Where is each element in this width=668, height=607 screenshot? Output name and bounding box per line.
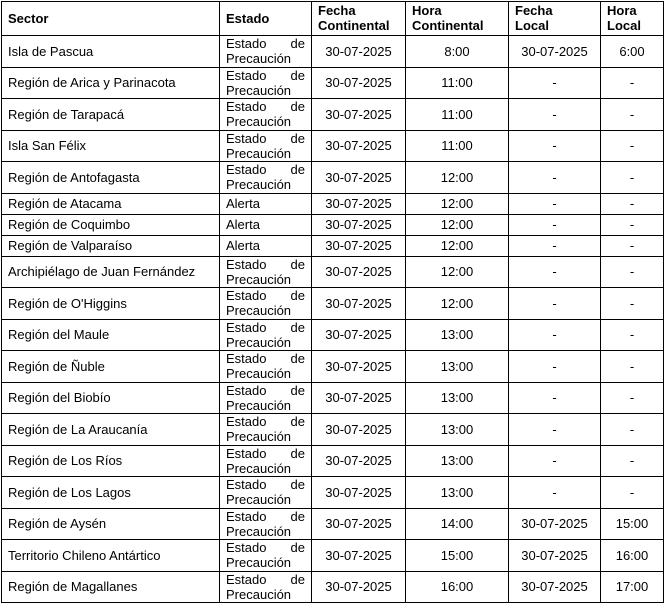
header-estado: Estado [220, 2, 312, 36]
estado-cell: Estado de Precaución [220, 162, 312, 194]
estado-cell: Estado de Precaución [220, 414, 312, 446]
table-row [2, 319, 664, 351]
table-row [2, 382, 664, 414]
sector-cell: Región de Coquimbo [2, 214, 220, 235]
hora-local-cell: 15:00 [601, 508, 664, 540]
sector-cell: Región de Magallanes [2, 571, 220, 603]
hora-continental-cell: 12:00 [406, 193, 509, 214]
sector-cell: Región de Atacama [2, 193, 220, 214]
hora-continental-cell: 12:00 [406, 288, 509, 320]
alert-status-table [1, 1, 664, 603]
hora-local-cell: - [601, 319, 664, 351]
hora-local-cell: - [601, 67, 664, 99]
hora-continental-cell: 13:00 [406, 414, 509, 446]
fecha-local-cell: - [509, 235, 601, 256]
estado-cell: Estado de Precaución [220, 319, 312, 351]
table-row [2, 288, 664, 320]
estado-cell: Estado de Precaución [220, 36, 312, 68]
fecha-local-cell: - [509, 256, 601, 288]
hora-continental-cell: 12:00 [406, 214, 509, 235]
table-row [2, 477, 664, 509]
hora-continental-cell: 11:00 [406, 99, 509, 131]
table-row [2, 414, 664, 446]
fecha-local-cell: - [509, 67, 601, 99]
fecha-local-cell: 30-07-2025 [509, 571, 601, 603]
fecha-continental-cell: 30-07-2025 [312, 571, 406, 603]
table-row [2, 130, 664, 162]
hora-continental-cell: 11:00 [406, 130, 509, 162]
fecha-continental-cell: 30-07-2025 [312, 67, 406, 99]
fecha-local-cell: - [509, 351, 601, 383]
fecha-local-cell: - [509, 445, 601, 477]
header-fecha-continental: Fecha Continental [312, 2, 406, 36]
fecha-local-cell: 30-07-2025 [509, 540, 601, 572]
hora-local-cell: - [601, 235, 664, 256]
fecha-continental-cell: 30-07-2025 [312, 235, 406, 256]
fecha-continental-cell: 30-07-2025 [312, 351, 406, 383]
fecha-continental-cell: 30-07-2025 [312, 382, 406, 414]
sector-cell: Región de La Araucanía [2, 414, 220, 446]
hora-local-cell: - [601, 445, 664, 477]
fecha-continental-cell: 30-07-2025 [312, 36, 406, 68]
fecha-continental-cell: 30-07-2025 [312, 256, 406, 288]
header-hora-continental: Hora Continental [406, 2, 509, 36]
table-row [2, 540, 664, 572]
fecha-continental-cell: 30-07-2025 [312, 99, 406, 131]
header-hora-local: Hora Local [601, 2, 664, 36]
hora-local-cell: - [601, 382, 664, 414]
table-row [2, 214, 664, 235]
sector-cell: Territorio Chileno Antártico [2, 540, 220, 572]
fecha-continental-cell: 30-07-2025 [312, 288, 406, 320]
sector-cell: Región de Valparaíso [2, 235, 220, 256]
estado-cell: Alerta [220, 214, 312, 235]
estado-cell: Alerta [220, 235, 312, 256]
fecha-continental-cell: 30-07-2025 [312, 477, 406, 509]
hora-local-cell: - [601, 214, 664, 235]
sector-cell: Región del Maule [2, 319, 220, 351]
sector-cell: Región de Antofagasta [2, 162, 220, 194]
hora-continental-cell: 13:00 [406, 351, 509, 383]
estado-cell: Estado de Precaución [220, 445, 312, 477]
hora-local-cell: - [601, 414, 664, 446]
estado-cell: Estado de Precaución [220, 477, 312, 509]
estado-cell: Estado de Precaución [220, 256, 312, 288]
hora-local-cell: - [601, 130, 664, 162]
hora-continental-cell: 13:00 [406, 477, 509, 509]
hora-local-cell: - [601, 288, 664, 320]
hora-local-cell: - [601, 351, 664, 383]
hora-continental-cell: 13:00 [406, 319, 509, 351]
fecha-local-cell: - [509, 193, 601, 214]
sector-cell: Región de Ñuble [2, 351, 220, 383]
sector-cell: Archipiélago de Juan Fernández [2, 256, 220, 288]
fecha-continental-cell: 30-07-2025 [312, 162, 406, 194]
sector-cell: Región de Aysén [2, 508, 220, 540]
estado-cell: Estado de Precaución [220, 99, 312, 131]
fecha-continental-cell: 30-07-2025 [312, 319, 406, 351]
table-row [2, 162, 664, 194]
fecha-local-cell: 30-07-2025 [509, 508, 601, 540]
fecha-continental-cell: 30-07-2025 [312, 445, 406, 477]
header-fecha-local: Fecha Local [509, 2, 601, 36]
table-row [2, 36, 664, 68]
hora-local-cell: - [601, 193, 664, 214]
table-row [2, 99, 664, 131]
sector-cell: Región de Los Lagos [2, 477, 220, 509]
sector-cell: Región de O'Higgins [2, 288, 220, 320]
table-row [2, 351, 664, 383]
table-row [2, 235, 664, 256]
sector-cell: Región de Los Ríos [2, 445, 220, 477]
estado-cell: Estado de Precaución [220, 351, 312, 383]
estado-cell: Estado de Precaución [220, 382, 312, 414]
hora-local-cell: - [601, 256, 664, 288]
table-row [2, 445, 664, 477]
hora-local-cell: - [601, 162, 664, 194]
hora-continental-cell: 13:00 [406, 382, 509, 414]
estado-cell: Estado de Precaución [220, 288, 312, 320]
sector-cell: Región de Tarapacá [2, 99, 220, 131]
estado-cell: Estado de Precaución [220, 571, 312, 603]
hora-continental-cell: 12:00 [406, 256, 509, 288]
fecha-continental-cell: 30-07-2025 [312, 214, 406, 235]
fecha-local-cell: - [509, 319, 601, 351]
estado-cell: Estado de Precaución [220, 540, 312, 572]
sector-cell: Región de Arica y Parinacota [2, 67, 220, 99]
fecha-local-cell: - [509, 382, 601, 414]
estado-cell: Estado de Precaución [220, 67, 312, 99]
hora-continental-cell: 11:00 [406, 67, 509, 99]
table-row [2, 193, 664, 214]
fecha-local-cell: - [509, 99, 601, 131]
hora-local-cell: 6:00 [601, 36, 664, 68]
fecha-continental-cell: 30-07-2025 [312, 193, 406, 214]
hora-continental-cell: 13:00 [406, 445, 509, 477]
header-sector: Sector [2, 2, 220, 36]
hora-local-cell: 17:00 [601, 571, 664, 603]
hora-continental-cell: 14:00 [406, 508, 509, 540]
fecha-local-cell: - [509, 414, 601, 446]
hora-local-cell: 16:00 [601, 540, 664, 572]
table-row [2, 256, 664, 288]
hora-continental-cell: 12:00 [406, 162, 509, 194]
fecha-local-cell: - [509, 130, 601, 162]
fecha-continental-cell: 30-07-2025 [312, 508, 406, 540]
sector-cell: Región del Biobío [2, 382, 220, 414]
hora-continental-cell: 15:00 [406, 540, 509, 572]
hora-continental-cell: 8:00 [406, 36, 509, 68]
table-row [2, 508, 664, 540]
estado-cell: Estado de Precaución [220, 508, 312, 540]
sector-cell: Isla de Pascua [2, 36, 220, 68]
fecha-local-cell: - [509, 477, 601, 509]
fecha-continental-cell: 30-07-2025 [312, 414, 406, 446]
hora-continental-cell: 16:00 [406, 571, 509, 603]
estado-cell: Estado de Precaución [220, 130, 312, 162]
header-row [2, 2, 664, 36]
table-body [2, 36, 664, 603]
hora-local-cell: - [601, 477, 664, 509]
table-row [2, 571, 664, 603]
fecha-continental-cell: 30-07-2025 [312, 130, 406, 162]
hora-local-cell: - [601, 99, 664, 131]
hora-continental-cell: 12:00 [406, 235, 509, 256]
table-row [2, 67, 664, 99]
fecha-local-cell: 30-07-2025 [509, 36, 601, 68]
fecha-continental-cell: 30-07-2025 [312, 540, 406, 572]
sector-cell: Isla San Félix [2, 130, 220, 162]
fecha-local-cell: - [509, 162, 601, 194]
fecha-local-cell: - [509, 288, 601, 320]
fecha-local-cell: - [509, 214, 601, 235]
estado-cell: Alerta [220, 193, 312, 214]
